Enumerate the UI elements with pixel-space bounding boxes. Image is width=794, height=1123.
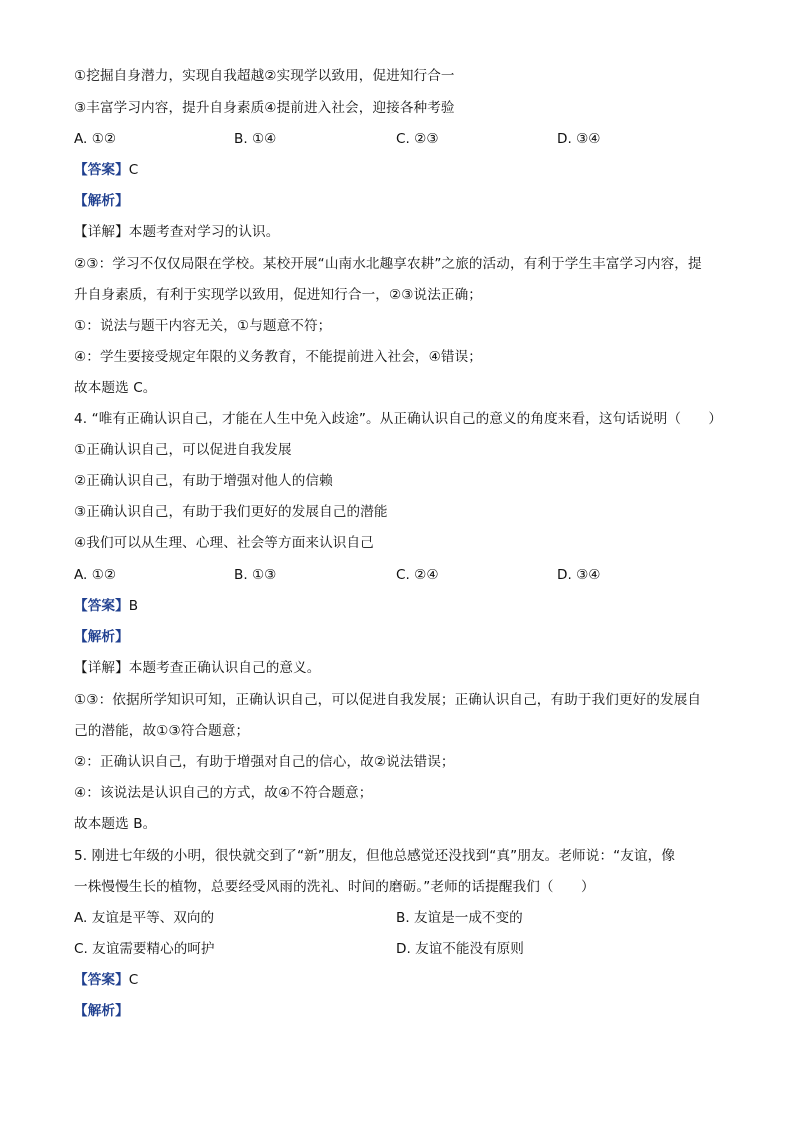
q4-option-d: D. ③④ [557, 567, 601, 583]
q3-detail-tag: 【详解】 [74, 224, 129, 240]
q4-explanation-2: ②：正确认识自己，有助于增强对自己的信心，故②说法错误； [74, 754, 455, 770]
q4-detail-text: 本题考查正确认识自己的意义。 [128, 660, 321, 676]
q4-analysis-heading [74, 627, 724, 647]
q3-option-b: B. ①④ [234, 131, 277, 147]
q4-explanation-1a: ①③：依据所学知识可知，正确认识自己，可以促进自我发展；正确认识自己，有助于我们更好的发展自 [74, 692, 702, 708]
q3-answer [74, 160, 724, 180]
q5-answer [74, 970, 724, 990]
q5-option-b: B. 友谊是一成不变的 [396, 910, 523, 926]
q3-option-d: D. ③④ [557, 131, 601, 147]
q5-option-d: D. 友谊不能没有原则 [396, 941, 524, 957]
q3-explanation-3: ④：学生要接受规定年限的义务教育，不能提前进入社会，④错误； [74, 349, 482, 365]
q3-explanation-2: ①：说法与题干内容无关，①与题意不符； [74, 318, 332, 334]
q3-detail-text: 本题考查对学习的认识。 [128, 224, 280, 240]
q4-detail [74, 658, 724, 678]
q4-answer [74, 596, 724, 616]
q4-option-b: B. ①③ [234, 567, 277, 583]
q3-conclusion: 故本题选 C。 [74, 380, 157, 396]
q4-answer-tag: 【答案】 [74, 598, 129, 614]
q3-analysis-tag: 【解析】 [74, 193, 129, 209]
q4-statement-3: ③正确认识自己，有助于我们更好的发展自己的潜能 [74, 504, 388, 520]
q4-option-c: C. ②④ [396, 567, 439, 583]
q5-answer-tag: 【答案】 [74, 972, 129, 988]
q5-option-a: A. 友谊是平等、双向的 [74, 910, 215, 926]
q3-statement-1: ①挖掘自身潜力，实现自我超越②实现学以致用，促进知行合一 [74, 68, 455, 84]
q4-conclusion: 故本题选 B。 [74, 816, 157, 832]
q3-detail [74, 222, 724, 242]
q4-detail-tag: 【详解】 [74, 660, 129, 676]
q5-stem-line-2: 一株慢慢生长的植物，总要经受风雨的洗礼、时间的磨砺。”老师的话提醒我们（ ） [74, 879, 595, 895]
q5-stem-line-1: 5. 刚进七年级的小明，很快就交到了“新”朋友，但他总感觉还没找到“真”朋友。老师说：“友谊，像 [74, 848, 676, 864]
q4-statement-2: ②正确认识自己，有助于增强对他人的信赖 [74, 473, 333, 489]
q3-option-a: A. ①② [74, 131, 117, 147]
q5-analysis-tag: 【解析】 [74, 1003, 129, 1019]
q5-option-c: C. 友谊需要精心的呵护 [74, 941, 215, 957]
q5-answer-value: C [128, 972, 139, 988]
q5-analysis-heading [74, 1001, 724, 1021]
q3-answer-tag: 【答案】 [74, 162, 129, 178]
q3-analysis-heading [74, 191, 724, 211]
q3-explanation-1b: 升自身素质，有利于实现学以致用，促进知行合一，②③说法正确； [74, 287, 482, 303]
q3-explanation-1a: ②③：学习不仅仅局限在学校。某校开展“山南水北趣享农耕”之旅的活动，有利于学生丰富学习内容，提 [74, 256, 702, 272]
q4-option-a: A. ①② [74, 567, 117, 583]
q3-statement-2: ③丰富学习内容，提升自身素质④提前进入社会，迎接各种考验 [74, 100, 455, 116]
q4-stem: 4. “唯有正确认识自己，才能在人生中免入歧途”。从正确认识自己的意义的角度来看，这句话说明（ ） [74, 411, 723, 427]
q4-answer-value: B [128, 598, 139, 614]
q3-answer-value: C [128, 162, 139, 178]
q4-analysis-tag: 【解析】 [74, 629, 129, 645]
q4-statement-4: ④我们可以从生理、心理、社会等方面来认识自己 [74, 535, 374, 551]
q4-explanation-1b: 己的潜能，故①③符合题意； [74, 723, 250, 739]
q3-option-c: C. ②③ [396, 131, 439, 147]
q4-explanation-3: ④：该说法是认识自己的方式，故④不符合题意； [74, 785, 373, 801]
q4-statement-1: ①正确认识自己，可以促进自我发展 [74, 442, 292, 458]
